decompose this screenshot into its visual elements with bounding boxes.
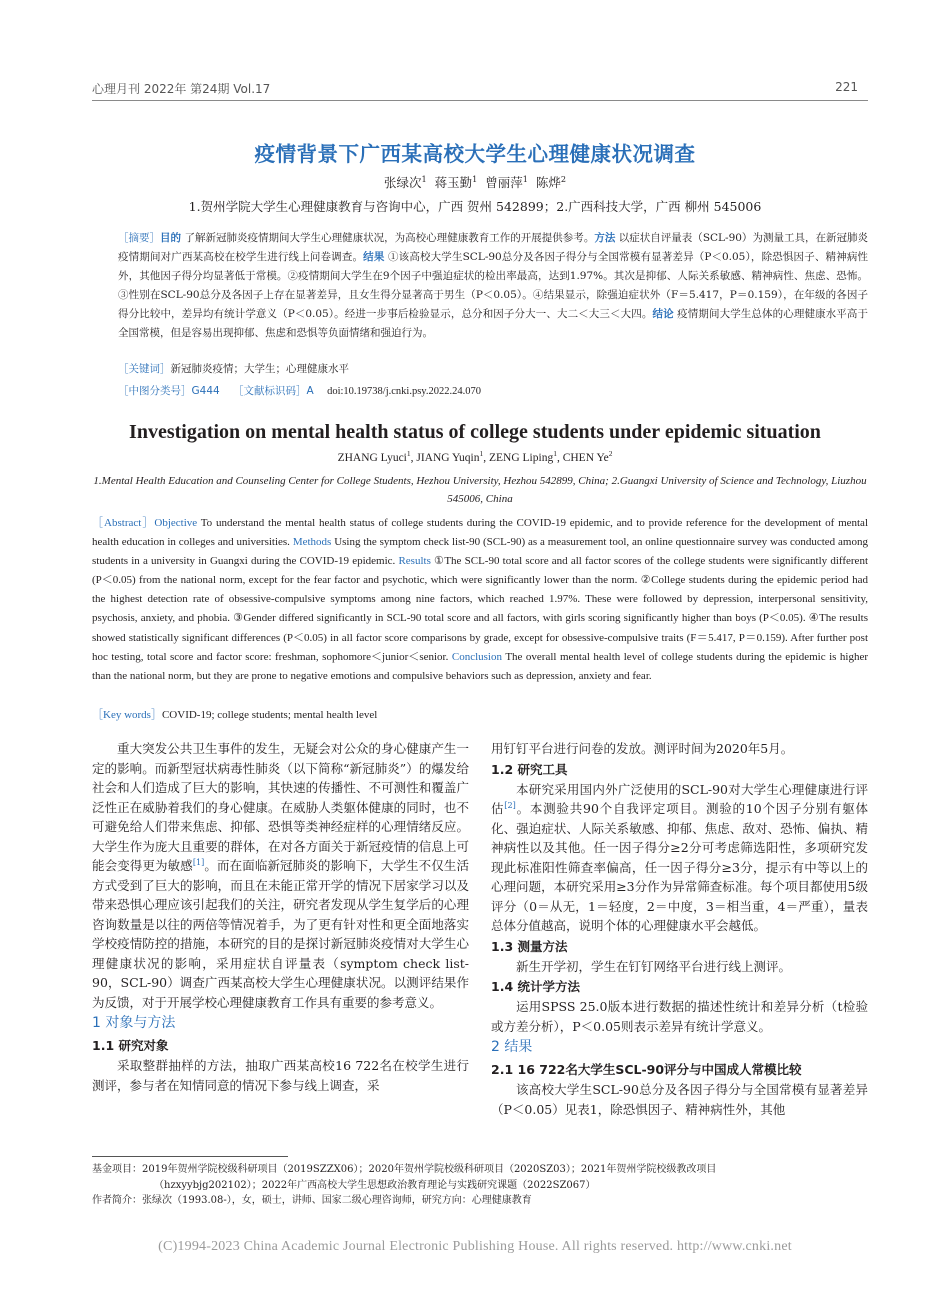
abstract-label: ［摘要］ <box>118 232 161 244</box>
keywords-en <box>92 706 868 725</box>
author-name: ZHANG Lyuci <box>337 452 407 464</box>
header-divider <box>92 100 868 101</box>
classification-line <box>118 382 868 401</box>
abstract-en <box>92 514 868 686</box>
author-name: 张绿次 <box>383 175 422 190</box>
author-name: JIANG Yuqin <box>416 452 480 464</box>
methods-label: Methods <box>292 536 332 549</box>
author-affil-sup: 1 <box>406 449 411 459</box>
results-label: Results <box>398 555 431 568</box>
author-name: ZENG Liping <box>489 452 554 464</box>
doi-link[interactable]: doi:10.19738/j.cnki.psy.2022.24.070 <box>327 386 481 397</box>
keywords-cn <box>118 360 868 379</box>
author-bio-text: 张绿次（1993.08-），女，硕士，讲师、国家二级心理咨询师，研究方向：心理健康教育 <box>142 1195 532 1206</box>
methods-text: 以症状自评量表（SCL-90）为测量工具，在新冠肺炎疫情期间对广西某高校在校学生进行线上问卷调查。 <box>118 232 869 263</box>
footnote-divider <box>92 1156 288 1157</box>
conclusion-text: 疫情期间大学生总体的心理健康水平高于全国常模，但是容易出现抑郁、焦虑和恐惧等负面情绪和强迫行为。 <box>118 308 869 339</box>
author-affil-sup: 1 <box>472 173 478 184</box>
author-bio-label: 作者简介： <box>92 1195 142 1206</box>
objective-text: 了解新冠肺炎疫情期间大学生心理健康状况，为高校心理健康教育工作的开展提供参考。 <box>184 232 595 244</box>
objective-label: Objective <box>154 517 198 529</box>
author-affil-sup: 1 <box>522 173 528 184</box>
author-name: CHEN Ye <box>562 452 609 464</box>
author-affil-sup: 2 <box>608 449 613 459</box>
subsection-heading: 1.1 研究对象 <box>92 1038 169 1053</box>
body-paragraph: 用钉钉平台进行问卷的发放。测评时间为2020年5月。 <box>491 741 794 756</box>
intro-text-cont: 。而在面临新冠肺炎的影响下，大学生不仅生活方式受到了巨大的影响，而且在未能正常开学的情况下居家学习以及带来恐惧心理应该引起我们的关注，研究者发现从学生复学后的心理咨询数量是以往的两倍等情况着手，为了更有针对性和更全面地落实学校疫情防控的措施，本研究的目的是探讨新冠肺炎疫情对大学生心理健康状况的影响，采用症状自评量表（symptom check list-90，SCL-90）调查广西某高校大学生心理健康状况。以测评结果作为反馈，对于开展学校心理健康教育工作具有重要的参考意义。 <box>92 858 469 1010</box>
footnotes <box>92 1162 868 1209</box>
intro-paragraph <box>92 739 469 1012</box>
page-number: 221 <box>835 80 858 94</box>
author-affil-sup: 2 <box>560 173 567 184</box>
fund-line-cont: （hzxyybjg202102）；2022年广西高校大学生思想政治教育理论与实践研究课题（2022SZ067） <box>154 1179 596 1191</box>
copyright-watermark: (C)1994-2023 China Academic Journal Electronic Publishing House. All rights reserved. http://www.cnki.net <box>158 1239 792 1254</box>
body-paragraph: 该高校大学生SCL-90总分及各因子得分与全国常模有显著差异（P＜0.05）见表1，除恐惧因子、精神病性外，其他 <box>491 1082 868 1117</box>
body-paragraph: 新生开学初，学生在钉钉网络平台进行线上测评。 <box>516 958 792 974</box>
citation-ref[interactable]: [1] <box>192 856 205 867</box>
doc-code-label: ［文献标识码］A <box>233 385 314 397</box>
keywords-text: COVID-19; college students; mental health level <box>161 709 378 721</box>
author-affil-sup: 1 <box>421 173 427 184</box>
fund-line <box>92 1162 868 1178</box>
conclusion-label: Conclusion <box>451 650 502 663</box>
fund-text: 2019年贺州学院校级科研项目（2019SZZX06）；2020年贺州学院校级科研项目（2020SZ03）；2021年贺州学院校级教改项目 <box>142 1164 717 1175</box>
clc-label: ［中图分类号］G444 <box>118 385 220 397</box>
methods-label: 方法 <box>594 232 616 244</box>
article-title-cn: 疫情背景下广西某高校大学生心理健康状况调查 <box>254 142 696 166</box>
authors-cn <box>0 173 950 191</box>
author-affil-sup: 1 <box>553 449 557 459</box>
subsection-heading: 2.1 16 722名大学生SCL-90评分与中国成人常模比较 <box>491 1062 802 1077</box>
affiliation-en: 1.Mental Health Education and Counseling Center for College Students, Hezhou University, Hezhou 542899, China; 2.Guangxi University of Science and Technology, Liuzhou 545006, China <box>93 475 867 505</box>
section-heading: 2 结果 <box>491 1039 533 1055</box>
abstract-cn <box>118 229 868 343</box>
intro-text: 重大突发公共卫生事件的发生，无疑会对公众的身心健康产生一定的影响。而新型冠状病毒性肺炎（以下简称“新冠肺炎”）的爆发给社会和人们造成了巨大的影响，其快速的传播性、不可测性和覆盖广泛性正在威胁着我们的身心健康。在威胁人类躯体健康的同时，也不可避免给人们带来焦虑、抑郁、恐惧等类神经症样的心理情绪反应。大学生作为庞大且重要的群体，在对各方面关于新冠疫情的信息上可能会变得更为敏感 <box>92 741 469 873</box>
tools-text-cont: 。本测验共90个自我评定项目。测验的10个因子分别有躯体化、强迫症状、人际关系敏感、抑郁、焦虑、敌对、恐怖、偏执、精神病性以及其他。任一因子得分≥2分可考虑筛选阳性，多项研究发现此标准阳性筛查率偏高，任一因子得分≥3分，提示有中等以上的心理问题，本研究采用≥3分作为异常筛查标准。每个项目都使用5级评分（0＝从无，1＝轻度，2＝中度，3＝相当重，4＝严重），量表总体分值越高，说明个体的心理健康水平会越低。 <box>491 801 868 933</box>
methods-text: Using the symptom check list-90 (SCL-90) as a measurement tool, an online questionnaire survey was conducted among students in a university in Guangxi during the COVID-19 epidemic. <box>92 536 868 568</box>
results-text: ①该高校大学生SCL-90总分及各因子得分与全国常模有显著差异（P＜0.05），除恐惧因子、精神病性外，其他因子得分均显著低于常模。②疫情期间大学生在9个因子中强迫症状的检出率最高，达到1.97%。其次是抑郁、人际关系敏感、精神病性、焦虑、恐怖。③性别在SCL-90总分及各因子上存在显著差异，且女生得分显著高于男生（P＜0.05）。④结果显示，除强迫症状外（F＝5.417，P＝0.159），在年级的各因子得分比较中，差异均有统计学意义（P＜0.05）。经进一步事后检验显示，总分和因子分大一、大二＜大三＜大四。 <box>118 251 869 320</box>
journal-header: 心理月刊 2022年 第24期 Vol.17 <box>92 82 271 96</box>
body-column-right <box>491 739 868 1119</box>
body-paragraph: 运用SPSS 25.0版本进行数据的描述性统计和差异分析（t检验或方差分析），P＜0.05则表示差异有统计学意义。 <box>491 999 868 1034</box>
section-heading: 1 对象与方法 <box>92 1015 176 1031</box>
keywords-label: ［Key words］ <box>92 709 162 721</box>
author-name: 蒋玉勤 <box>434 175 473 190</box>
author-bio-line <box>92 1193 868 1209</box>
keywords-label: ［关键词］ <box>118 363 171 375</box>
affiliation-cn: 1.贺州学院大学生心理健康教育与咨询中心，广西 贺州 542899；2.广西科技大学，广西 柳州 545006 <box>188 199 762 214</box>
citation-ref[interactable]: [2] <box>504 799 516 810</box>
body-paragraph: 采取整群抽样的方法，抽取广西某高校16 722名在校学生进行测评，参与者在知情同意的情况下参与线上调查，采 <box>92 1058 469 1093</box>
subsection-heading: 1.3 测量方法 <box>491 938 568 954</box>
objective-label: 目的 <box>160 232 182 244</box>
results-label: 结果 <box>363 251 385 263</box>
results-text: ①The SCL-90 total score and all factor scores of the college students were significantly different (P＜0.05) from the national norm, except for the fear factor and psychotic, which were significantly lower than the norm. ②College students during the epidemic period had the highest detection rate of obsessive-compulsive symptoms among nine factors, which reached 1.97%. These were followed by depression, interpersonal sensitivity, psychosis, anxiety, and phobia. ③Gender differed significantly in SCL-90 total score and all factors, with girls scoring significantly higher than boys (P＜0.05). ④The results showed statistically significant differences (P＜0.05) in all factor score comparisons by grade, except for obsessive-compulsive traits (F＝5.417, P＝0.159). After further post hoc testing, total score and factor score: freshman, sophomore＜junior＜senior. <box>92 555 869 663</box>
objective-text: To understand the mental health status of college students during the COVID-19 epidemic, and to provide reference for the development of mental health education in colleges and universities. <box>92 517 869 549</box>
body-paragraph <box>491 780 868 936</box>
author-name: 陈烨 <box>535 175 561 190</box>
conclusion-label: 结论 <box>652 308 674 320</box>
article-title-en: Investigation on mental health status of college students under epidemic situation <box>129 421 821 443</box>
abstract-label: ［Abstract］ <box>92 517 155 529</box>
keywords-text: 新冠肺炎疫情；大学生；心理健康水平 <box>170 363 349 375</box>
fund-label: 基金项目： <box>92 1164 142 1175</box>
tools-text: 本研究采用国内外广泛使用的SCL-90对大学生心理健康进行评估 <box>491 781 868 816</box>
body-column-left <box>92 739 469 1095</box>
conclusion-text: The overall mental health level of college students during the epidemic is higher than the national norm, but they are prone to negative emotions and compulsive behaviors such as depression, anxiety and fear. <box>92 650 869 682</box>
author-name: 曾丽萍 <box>485 175 523 190</box>
subsection-heading: 1.4 统计学方法 <box>491 979 580 994</box>
authors-en: ZHANG Lyuci$^1$, JIANG Yuqin$^1$, ZENG Liping$^1$, CHEN Ye$^2$ <box>337 449 613 464</box>
author-affil-sup: 1 <box>479 449 484 459</box>
subsection-heading: 1.2 研究工具 <box>491 761 568 777</box>
